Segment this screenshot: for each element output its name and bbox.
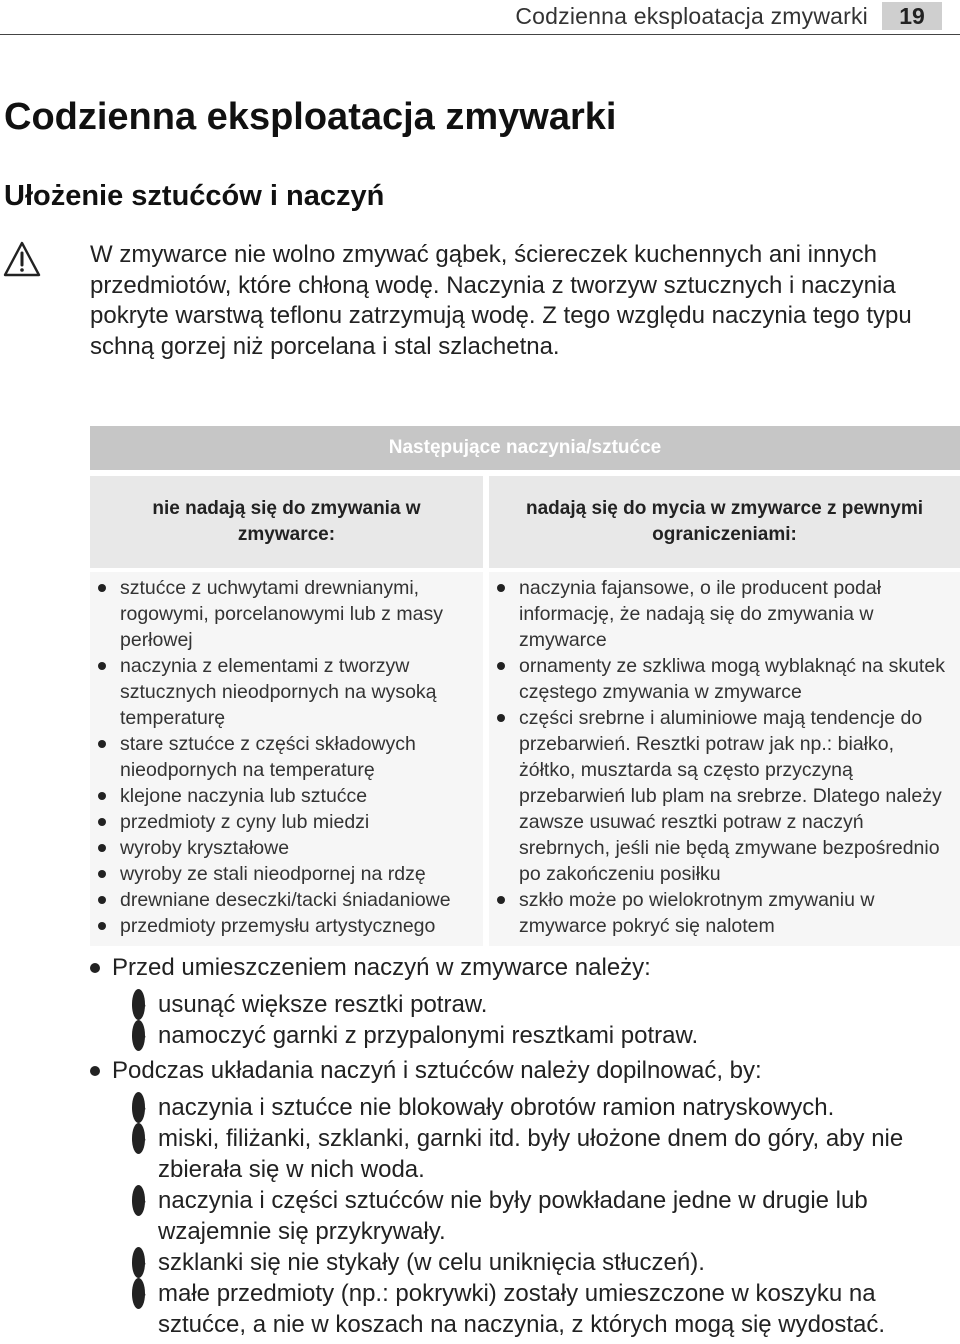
sub-item: – naczynia i sztućce nie blokowały obrotów ramion natryskowych. <box>112 1092 958 1123</box>
list-item: naczynia z elementami z tworzyw sztucznych nieodpornych na wysoką temperaturę <box>90 653 470 731</box>
sub-item: – usunąć większe resztki potraw. <box>112 989 958 1020</box>
list-item: stare sztućce z części składowych nieodpornych na temperaturę <box>90 731 470 783</box>
instruction-item <box>88 952 958 1051</box>
page-title: Codzienna eksploatacja zmywarki <box>4 96 617 138</box>
running-header <box>0 0 960 35</box>
warning-text: W zmywarce nie wolno zmywać gąbek, ściereczek kuchennych ani innych przedmiotów, które chłoną wodę. Naczynia z tworzyw sztucznych i naczynia pokryte warstwą teflonu zatrzymują wodę. Z tego względu naczynia tego typu schną gorzej niż porcelana i stal szlachetna. <box>90 241 912 360</box>
list-item: szkło może po wielokrotnym zmywaniu w zmywarce pokryć się nalotem <box>489 887 949 939</box>
list-item: części srebrne i aluminiowe mają tendencje do przebarwień. Resztki potraw jak np.: białko, żółtko, musztarda są często przyczyną przebarwień lub plam na srebrze. Dlatego należy zawsze usuwać resztki potraw z naczyń srebrnych, jeśli nie będą zmywane bezpośrednio po zakończeniu posiłku <box>489 705 949 887</box>
list-item: ornamenty ze szkliwa mogą wyblaknąć na skutek częstego zmywania w zmywarce <box>489 653 949 705</box>
right-column <box>489 572 960 946</box>
dishware-table <box>90 426 960 946</box>
right-column-heading-text: nadają się do mycia w zmywarce z pewnymi ograniczeniami: <box>525 498 924 545</box>
list-item: przedmioty przemysłu artystycznego <box>90 913 470 939</box>
sub-item: – namoczyć garnki z przypalonymi resztkami potraw. <box>112 1020 958 1051</box>
list-item: wyroby ze stali nieodpornej na rdzę <box>90 861 470 887</box>
list-item: naczynia fajansowe, o ile producent podał informację, że nadają się do zmywania w zmywarce <box>489 575 949 653</box>
page-number: 19 <box>882 2 942 30</box>
sub-item: – małe przedmioty (np.: pokrywki) zostały umieszczone w koszyku na sztućce, a nie w koszach na naczynia, z których mogą się wydostać. <box>112 1278 958 1340</box>
warning-triangle-icon <box>2 240 42 278</box>
instruction-item <box>88 1055 958 1340</box>
list-item: sztućce z uchwytami drewnianymi, rogowymi, porcelanowymi lub z masy perłowej <box>90 575 470 653</box>
list-item: klejone naczynia lub sztućce <box>90 783 470 809</box>
list-item: przedmioty z cyny lub miedzi <box>90 809 470 835</box>
sub-item: – szklanki się nie stykały (w celu uniknięcia stłuczeń). <box>112 1247 958 1278</box>
left-column-heading-text: nie nadają się do zmywania w zmywarce: <box>152 498 421 545</box>
list-item: wyroby kryształowe <box>90 835 470 861</box>
left-column-heading <box>90 476 483 568</box>
instruction-text: Przed umieszczeniem naczyń w zmywarce należy: <box>112 954 651 981</box>
section-title: Ułożenie sztućców i naczyń <box>4 180 385 212</box>
sub-item: – naczynia i części sztućców nie były powkładane jedne w drugie lub wzajemnie się przykrywały. <box>112 1185 958 1247</box>
left-column <box>90 572 483 946</box>
right-column-heading <box>489 476 960 568</box>
table-header: Następujące naczynia/sztućce <box>90 426 960 470</box>
instruction-text: Podczas układania naczyń i sztućców należy dopilnować, by: <box>112 1057 762 1084</box>
running-title: Codzienna eksploatacja zmywarki <box>515 3 868 29</box>
list-item: drewniane deseczki/tacki śniadaniowe <box>90 887 470 913</box>
instructions <box>88 952 958 1344</box>
sub-item: – miski, filiżanki, szklanki, garnki itd. były ułożone dnem do góry, aby nie zbierała się w nich woda. <box>112 1123 958 1185</box>
